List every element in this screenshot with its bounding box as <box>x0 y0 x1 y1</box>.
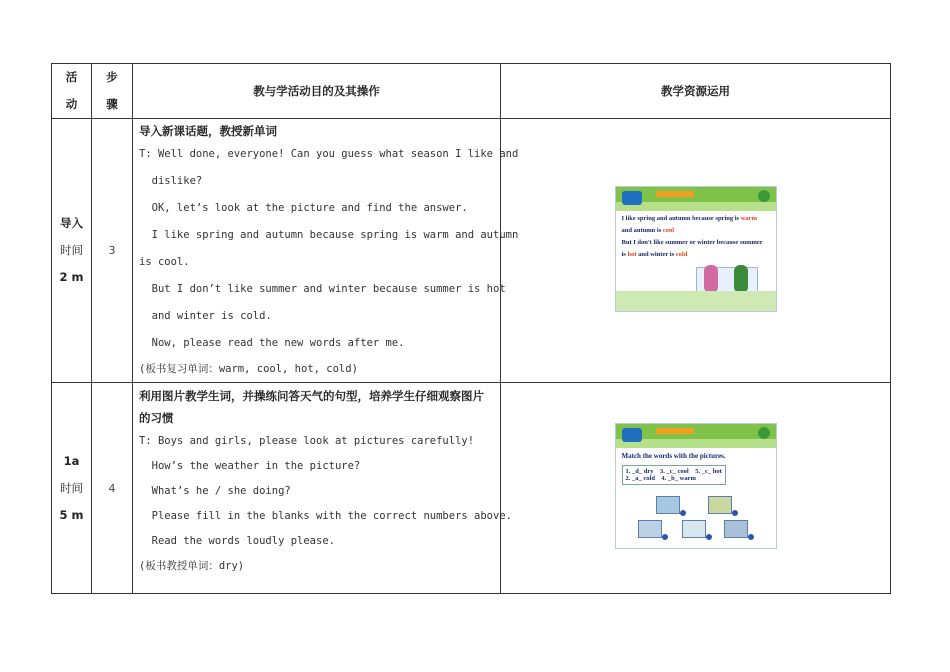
text-line: How’s the weather in the picture? <box>139 460 361 472</box>
girl-figure <box>704 265 718 293</box>
text-line: Read the words loudly please. <box>139 535 335 547</box>
slide-title: Match the words with the pictures. <box>621 452 726 460</box>
activity-time-label: 时间 <box>60 243 83 257</box>
lesson-plan-table <box>51 63 891 594</box>
header-step-2: 骤 <box>106 97 118 111</box>
header-row <box>52 64 891 119</box>
slide-text: is hot and winter is cold <box>621 250 688 258</box>
slide-banner <box>616 187 776 211</box>
text-line: But I don’t like summer and winter because summer is hot <box>139 283 506 295</box>
logo-icon <box>622 428 642 442</box>
text-line: OK, let’s look at the picture and find the answer. <box>139 202 468 214</box>
header-step <box>92 64 133 119</box>
text-line: (板书复习单词：warm, cool, hot, cold) <box>139 363 358 375</box>
weather-picture <box>638 520 662 538</box>
text-line: and winter is cold. <box>139 310 272 322</box>
slide-thumbnail <box>615 186 777 312</box>
step-cell: 4 <box>92 383 133 594</box>
step-cell: 3 <box>92 119 133 383</box>
bulb-icon <box>758 427 770 439</box>
header-activity-2: 动 <box>65 97 78 111</box>
weather-picture <box>724 520 748 538</box>
boy-figure <box>734 265 748 293</box>
text-line: I like spring and autumn because spring is warm and autumn <box>139 229 519 241</box>
text-line: T: Well done, everyone! Can you guess what season I like and <box>139 148 519 160</box>
weather-picture <box>682 520 706 538</box>
slide-thumbnail <box>615 423 777 549</box>
resource-cell <box>501 119 891 383</box>
slide-text: I like spring and autumn because spring is warm <box>621 214 757 222</box>
text-line: (板书教授单词：dry) <box>139 560 245 572</box>
header-activity <box>52 64 92 119</box>
row-heading: 导入新课话题，教授新单词 <box>139 124 277 138</box>
purpose-cell <box>133 383 512 594</box>
header-resources: 教学资源运用 <box>501 64 891 119</box>
text-line: Please fill in the blanks with the correct numbers above. <box>139 510 512 522</box>
logo-icon <box>622 191 642 205</box>
activity-name: 导入 <box>60 216 83 230</box>
text-line: dislike? <box>139 175 203 187</box>
slide-text: But I don't like summer or winter because summer <box>621 238 763 246</box>
activity-cell <box>52 383 92 594</box>
header-activity-1: 活 <box>65 70 78 84</box>
header-step-1: 步 <box>106 70 118 84</box>
text-line: What’s he / she doing? <box>139 485 291 497</box>
table-row <box>52 119 891 383</box>
slide-word-row: 2. _a_ cold 4. _b_ warm <box>625 475 696 482</box>
purpose-cell <box>133 119 519 383</box>
text-line: Now, please read the new words after me. <box>139 337 405 349</box>
text-line: is cool. <box>139 256 190 268</box>
table-row <box>52 383 891 594</box>
activity-cell <box>52 119 92 383</box>
resource-cell <box>501 383 891 594</box>
slide-text: and autumn is cool <box>621 226 675 234</box>
slide-word-box <box>622 465 726 485</box>
row-heading-cont: 的习惯 <box>139 411 174 425</box>
slide-banner <box>616 424 776 448</box>
bulb-icon <box>758 190 770 202</box>
row-heading: 利用图片教学生词，并操练问答天气的句型，培养学生仔细观察图片 <box>139 389 484 403</box>
weather-picture <box>708 496 732 514</box>
weather-picture <box>656 496 680 514</box>
activity-time-value: 2 m <box>59 270 84 284</box>
slide-word-row: 1. _d_ dry 3. _c_ cool 5. _c_ hot <box>625 468 722 475</box>
activity-time-value: 5 m <box>59 507 84 522</box>
activity-time-label: 时间 <box>60 480 83 495</box>
header-purpose: 教与学活动目的及其操作 <box>133 64 501 119</box>
activity-name: 1a <box>63 453 80 468</box>
text-line: T: Boys and girls, please look at pictures carefully! <box>139 435 475 447</box>
